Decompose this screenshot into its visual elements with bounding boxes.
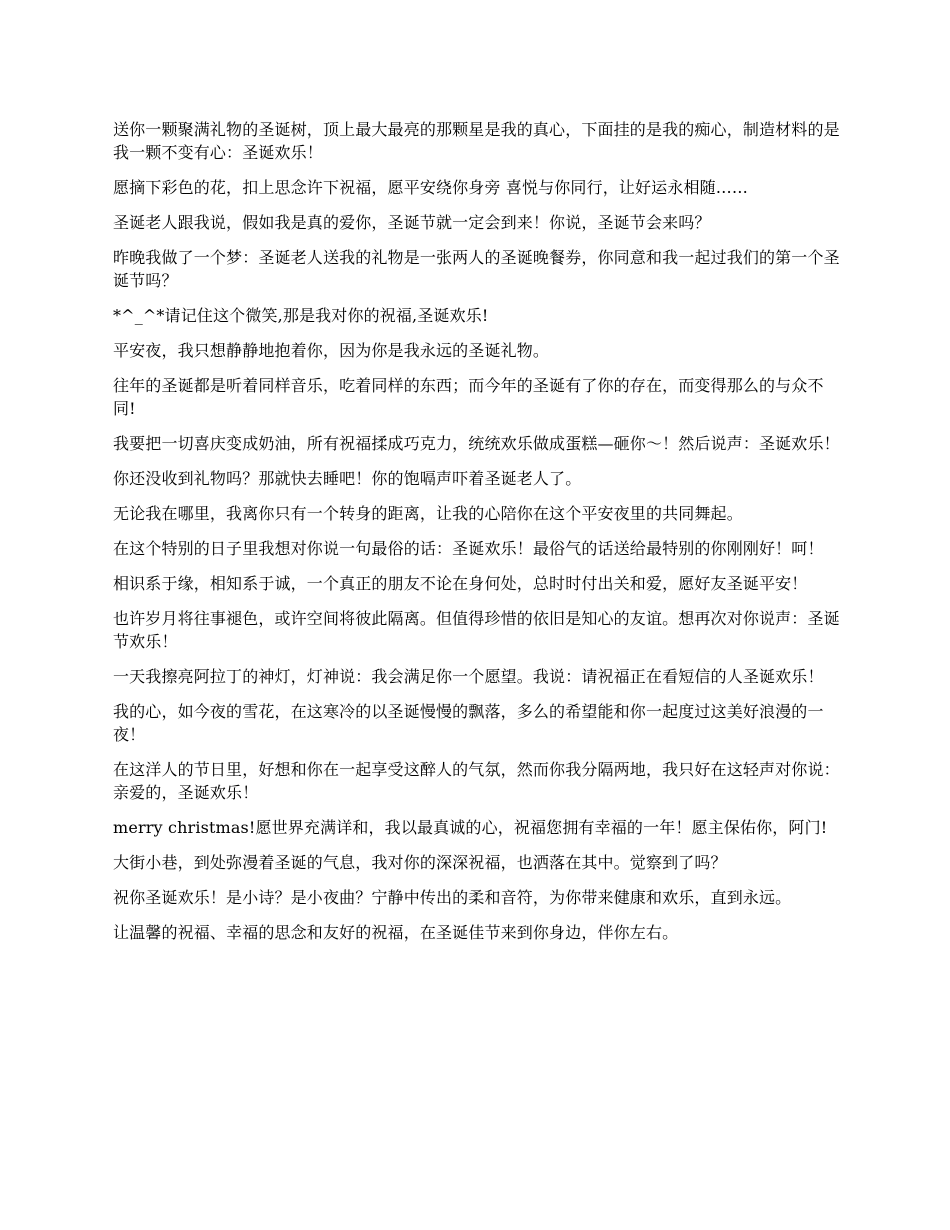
paragraph: 圣诞老人跟我说，假如我是真的爱你，圣诞节就一定会到来！你说，圣诞节会来吗？ <box>113 213 711 232</box>
paragraph: 你还没收到礼物吗？那就快去睡吧！你的饱嗝声吓着圣诞老人了。 <box>113 469 582 488</box>
paragraph: 也许岁月将往事褪色，或许空间将彼此隔离。但值得珍惜的依旧是知心的友谊。想再次对你说声：圣诞节欢乐！ <box>113 609 840 651</box>
paragraph: 在这个特别的日子里我想对你说一句最俗的话：圣诞欢乐！最俗气的话送给最特别的你刚刚好！呵！ <box>113 539 824 558</box>
paragraph: 我要把一切喜庆变成奶油，所有祝福揉成巧克力，统统欢乐做成蛋糕—砸你～！然后说声：圣诞欢乐！ <box>113 434 840 453</box>
paragraph: 愿摘下彩色的花，扣上思念许下祝福，愿平安绕你身旁 喜悦与你同行，让好运永相随…… <box>113 178 749 197</box>
paragraph: merry christmas!愿世界充满详和，我以最真诚的心，祝福您拥有幸福的一年！愿主保佑你，阿门! <box>113 818 828 837</box>
paragraph: 祝你圣诞欢乐！是小诗？是小夜曲？宁静中传出的柔和音符，为你带来健康和欢乐，直到永远。 <box>113 888 792 907</box>
paragraph: 平安夜，我只想静静地抱着你，因为你是我永远的圣诞礼物。 <box>113 341 550 360</box>
paragraph: 一天我擦亮阿拉丁的神灯，灯神说：我会满足你一个愿望。我说：请祝福正在看短信的人圣诞欢乐！ <box>113 667 824 686</box>
paragraph: 往年的圣诞都是听着同样音乐，吃着同样的东西；而今年的圣诞有了你的存在，而变得那么的与众不同! <box>113 376 824 418</box>
paragraph: 在这洋人的节日里，好想和你在一起享受这醉人的气氛，然而你我分隔两地，我只好在这轻声对你说：亲爱的，圣诞欢乐！ <box>113 760 840 802</box>
paragraph: 让温馨的祝福、幸福的思念和友好的祝福，在圣诞佳节来到你身边，伴你左右。 <box>113 923 679 942</box>
paragraph: 相识系于缘，相知系于诚，一个真正的朋友不论在身何处，总时时付出关和爱，愿好友圣诞平安！ <box>113 574 808 593</box>
paragraph: 昨晚我做了一个梦：圣诞老人送我的礼物是一张两人的圣诞晚餐券，你同意和我一起过我们的第一个圣诞节吗？ <box>113 248 840 290</box>
paragraph: 我的心，如今夜的雪花，在这寒冷的以圣诞慢慢的飘落，多么的希望能和你一起度过这美好浪漫的一夜！ <box>113 702 824 744</box>
paragraph: 无论我在哪里，我离你只有一个转身的距离，让我的心陪你在这个平安夜里的共同舞起。 <box>113 504 743 523</box>
paragraph: *^_^*请记住这个微笑,那是我对你的祝福,圣诞欢乐! <box>113 306 489 325</box>
document-body <box>113 118 840 956</box>
paragraph: 大街小巷，到处弥漫着圣诞的气息，我对你的深深祝福，也洒落在其中。觉察到了吗？ <box>113 853 727 872</box>
paragraph: 送你一颗聚满礼物的圣诞树，顶上最大最亮的那颗星是我的真心，下面挂的是我的痴心，制造材料的是我一颗不变有心：圣诞欢乐！ <box>113 120 840 162</box>
